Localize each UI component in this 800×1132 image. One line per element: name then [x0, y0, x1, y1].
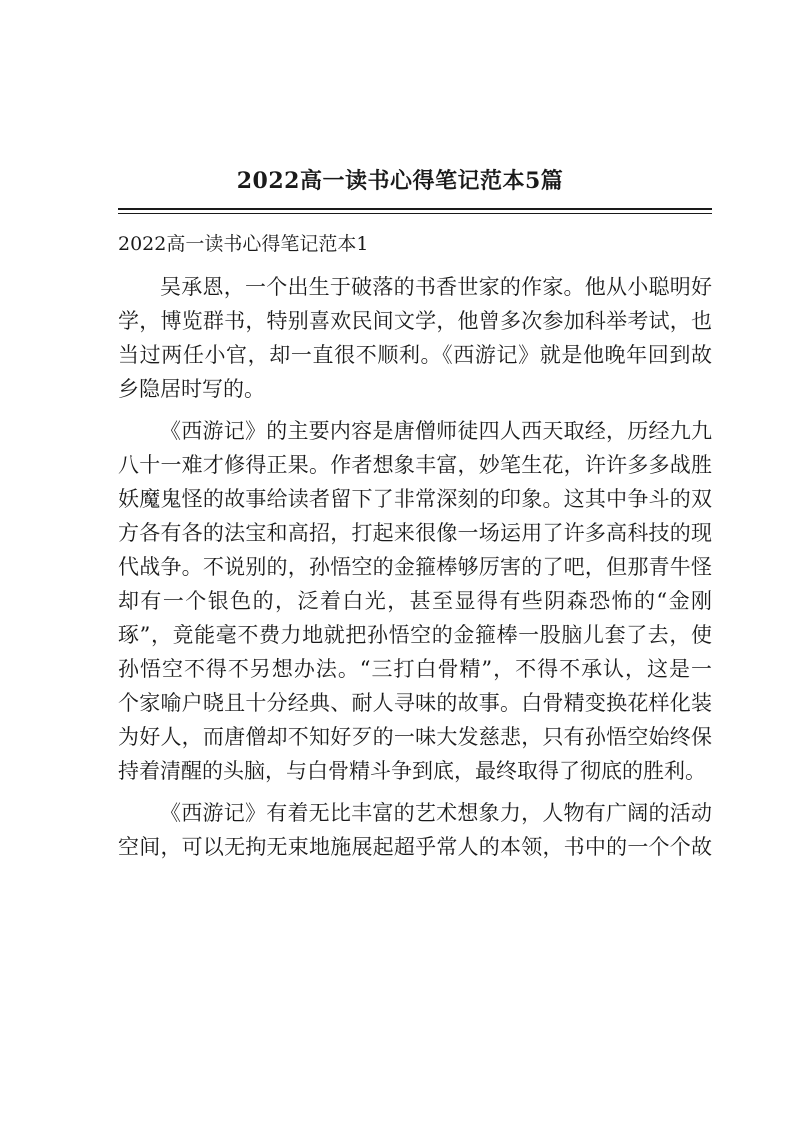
paragraph-3	[118, 796, 712, 864]
document-title: 2022高一读书心得笔记范本5篇	[236, 168, 564, 194]
paragraph-line: 乡隐居时写的。	[118, 377, 265, 401]
body-text	[118, 270, 712, 872]
paragraph-line: 《西游记》有着无比丰富的艺术想象力，人物有广阔的活动	[160, 801, 712, 825]
paragraph-line: 学，博览群书，特别喜欢民间文学，他曾多次参加科举考试，也	[118, 309, 712, 333]
paragraph-line: 孙悟空不得不另想办法。“三打白骨精”，不得不承认，这是一	[118, 657, 712, 681]
paragraph-line: 个家喻户晓且十分经典、耐人寻味的故事。白骨精变换花样化装	[118, 691, 712, 715]
paragraph-line: 代战争。不说别的，孙悟空的金箍棒够厉害的了吧，但那青牛怪	[118, 555, 712, 579]
paragraph-line: 吴承恩，一个出生于破落的书香世家的作家。他从小聪明好	[160, 275, 712, 299]
paragraph-1	[118, 270, 712, 406]
paragraph-line: 方各有各的法宝和高招，打起来很像一场运用了许多高科技的现	[118, 521, 712, 545]
paragraph-line: 持着清醒的头脑，与白骨精斗争到底，最终取得了彻底的胜利。	[118, 759, 706, 783]
paragraph-line: 八十一难才修得正果。作者想象丰富，妙笔生花，许许多多战胜	[118, 453, 712, 477]
paragraph-line: 《西游记》的主要内容是唐僧师徒四人西天取经，历经九九	[160, 419, 712, 443]
title-rule-thick	[118, 208, 712, 210]
paragraph-line: 当过两任小官，却一直很不顺利。《西游记》就是他晚年回到故	[118, 343, 712, 367]
paragraph-line: 妖魔鬼怪的故事给读者留下了非常深刻的印象。这其中争斗的双	[118, 487, 712, 511]
paragraph-line: 空间，可以无拘无束地施展起超乎常人的本领，书中的一个个故	[118, 835, 712, 859]
paragraph-line: 为好人，而唐僧却不知好歹的一味大发慈悲，只有孙悟空始终保	[118, 725, 712, 749]
paragraph-line: 却有一个银色的，泛着白光，甚至显得有些阴森恐怖的“金刚	[118, 589, 712, 613]
title-rule-thin	[118, 213, 712, 214]
section-heading: 2022高一读书心得笔记范本1	[118, 233, 369, 255]
paragraph-line: 琢”，竟能毫不费力地就把孙悟空的金箍棒一股脑儿套了去，使	[118, 623, 712, 647]
paragraph-2	[118, 414, 712, 788]
